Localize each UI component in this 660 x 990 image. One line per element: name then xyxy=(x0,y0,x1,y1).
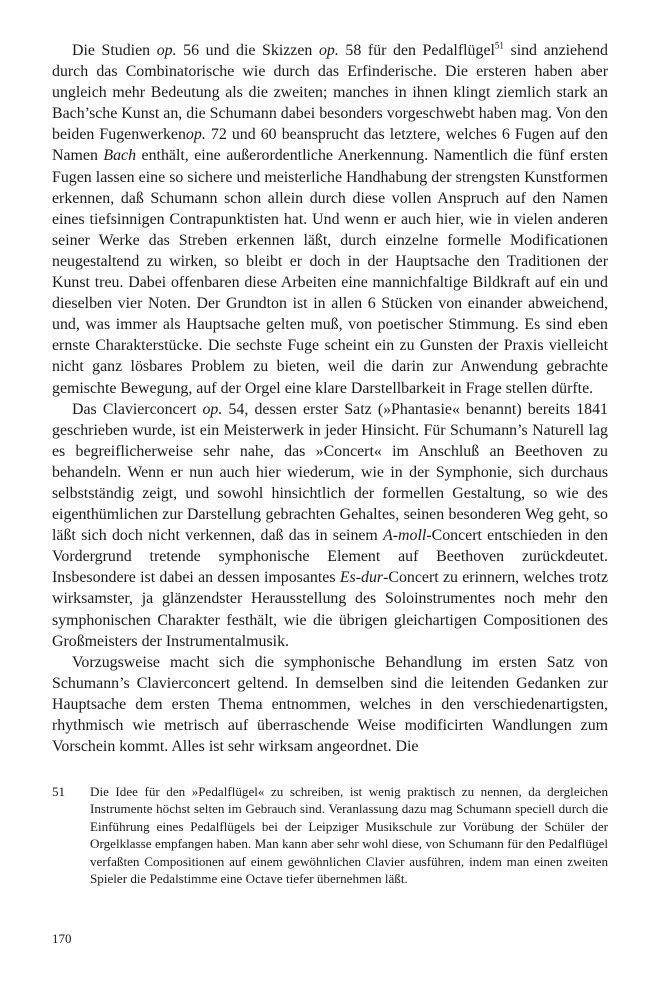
paragraph-3: Vorzugsweise macht sich die symphonische Behandlung im ersten Satz von Schumann’s Clavierconcert geltend. In demselben sind die leitenden Gedanken zur Hauptsache dem ersten Thema entnommen, welches in den verschiedenartigsten, rhythmisch wie metrisch auf überraschende Weise modificirten Wandlungen zum Vorschein kommt. Alles ist sehr wirksam angeordnet. Die xyxy=(52,653,608,756)
paragraph-2: Das Clavierconcert op. 54, dessen erster Satz (»Phantasie« benannt) bereits 1841 geschrieben wurde, ist ein Meisterwerk in jeder Hinsicht. Für Schumann’s Naturell lag es begreiflicherweise sehr nahe, das »Concert« im Anschluß an Beethoven zu behandeln. Wenn er nun auch hier wiederum, wie in der Symphonie, sich durchaus selbstständig zeigt, und sowohl hinsichtlich der formellen Gestaltung, so wie des eigenthümlichen zur Darstellung gebrachten Gehaltes, seinen besonderen Weg geht, so läßt sich doch nicht verkennen, daß das in seinem A-moll-Concert entschieden in den Vordergrund tretende symphonische Element auf Beethoven zurückdeutet. Insbesondere ist dabei an dessen imposantes Es-dur-Concert zu erinnern, welches trotz wirksamster, ja glänzendster Herausstellung des Soloinstrumentes noch mehr den symphonischen Charakter festhält, wie die übrigen gleichartigen Compositionen des Großmeisters der Instrumentalmusik. xyxy=(52,400,608,650)
footnote-text: Die Idee für den »Pedalflügel« zu schreiben, ist wenig praktisch zu nennen, da dergleichen Instrumente höchst selten im Gebrauch sind. Veranlassung dazu mag Schumann speciell durch die Einführung eines Pedalflügels bei der Leipziger Musikschule zur Vorübung der Schüler der Orgelklasse empfangen haben. Man kann aber sehr wohl diese, von Schumann für den Pedalflügel verfaßten Compositionen auf einem gewöhnlichen Clavier ausführen, indem man einen zweiten Spieler die Pedalstimme eine Octave tiefer übernehmen läßt. xyxy=(90,784,608,887)
paragraph-1: Die Studien op. 56 und die Skizzen op. 58 für den Pedalflügel$^{51}$ sind anziehend durch das Combinatorische wie durch das Erfinderische. Die ersteren haben aber ungleich mehr Bedeutung als die zweiten; manches in ihnen klingt ziemlich stark an Bach’sche Kunst an, die Schumann dabei besonders vorgeschwebt haben mag. Von den beiden Fugenwerkenop. 72 und 60 beansprucht das letztere, welches 6 Fugen auf den Namen Bach enthält, eine außerordentliche Anerkennung. Namentlich die fünf ersten Fugen lassen eine so sichere und meisterliche Handhabung der strengsten Kunstformen erkennen, daß Schumann schon allein durch diese vollen Anspruch auf den Namen eines tiefsinnigen Contrapunktisten hat. Und wenn er auch hier, wie in vielen anderen seiner Werke das Streben erkennen läßt, durch einzelne formelle Modificationen neugestaltend zu wirken, so bleibt er doch in der Hauptsache den Traditionen der Kunst treu. Dabei offenbaren diese Arbeiten eine mannichfaltige Bildkraft auf ein und dieselben vier Noten. Der Grundton ist in allen 6 Stücken von einander abweichend, und, was immer als Hauptsache gelten muß, von poetischer Stimmung. Es sind eben ernste Charakterstücke. Die sechste Fuge scheint ein zu Gunsten der Praxis vielleicht nicht ganz lösbares Problem zu bieten, weil die darin zur Anwendung gebrachte gemischte Bewegung, auf der Orgel eine klare Darstellbarkeit in Frage stellen dürfte. xyxy=(52,40,608,397)
italic-run: op. xyxy=(318,42,339,59)
page-number: 170 xyxy=(52,931,72,946)
italic-run: op. xyxy=(202,400,223,418)
italic-run: A-moll xyxy=(383,527,427,545)
footnote-area xyxy=(52,783,608,887)
body-text xyxy=(52,40,608,757)
italic-run: Es-dur xyxy=(339,569,384,587)
italic-run: op. xyxy=(156,42,177,59)
footnote-ref[interactable]: 51 xyxy=(494,40,504,51)
footnote-51 xyxy=(52,783,608,887)
italic-run: op. xyxy=(185,126,206,144)
footnote-number: 51 xyxy=(52,784,66,799)
italic-run: Bach xyxy=(103,147,137,165)
